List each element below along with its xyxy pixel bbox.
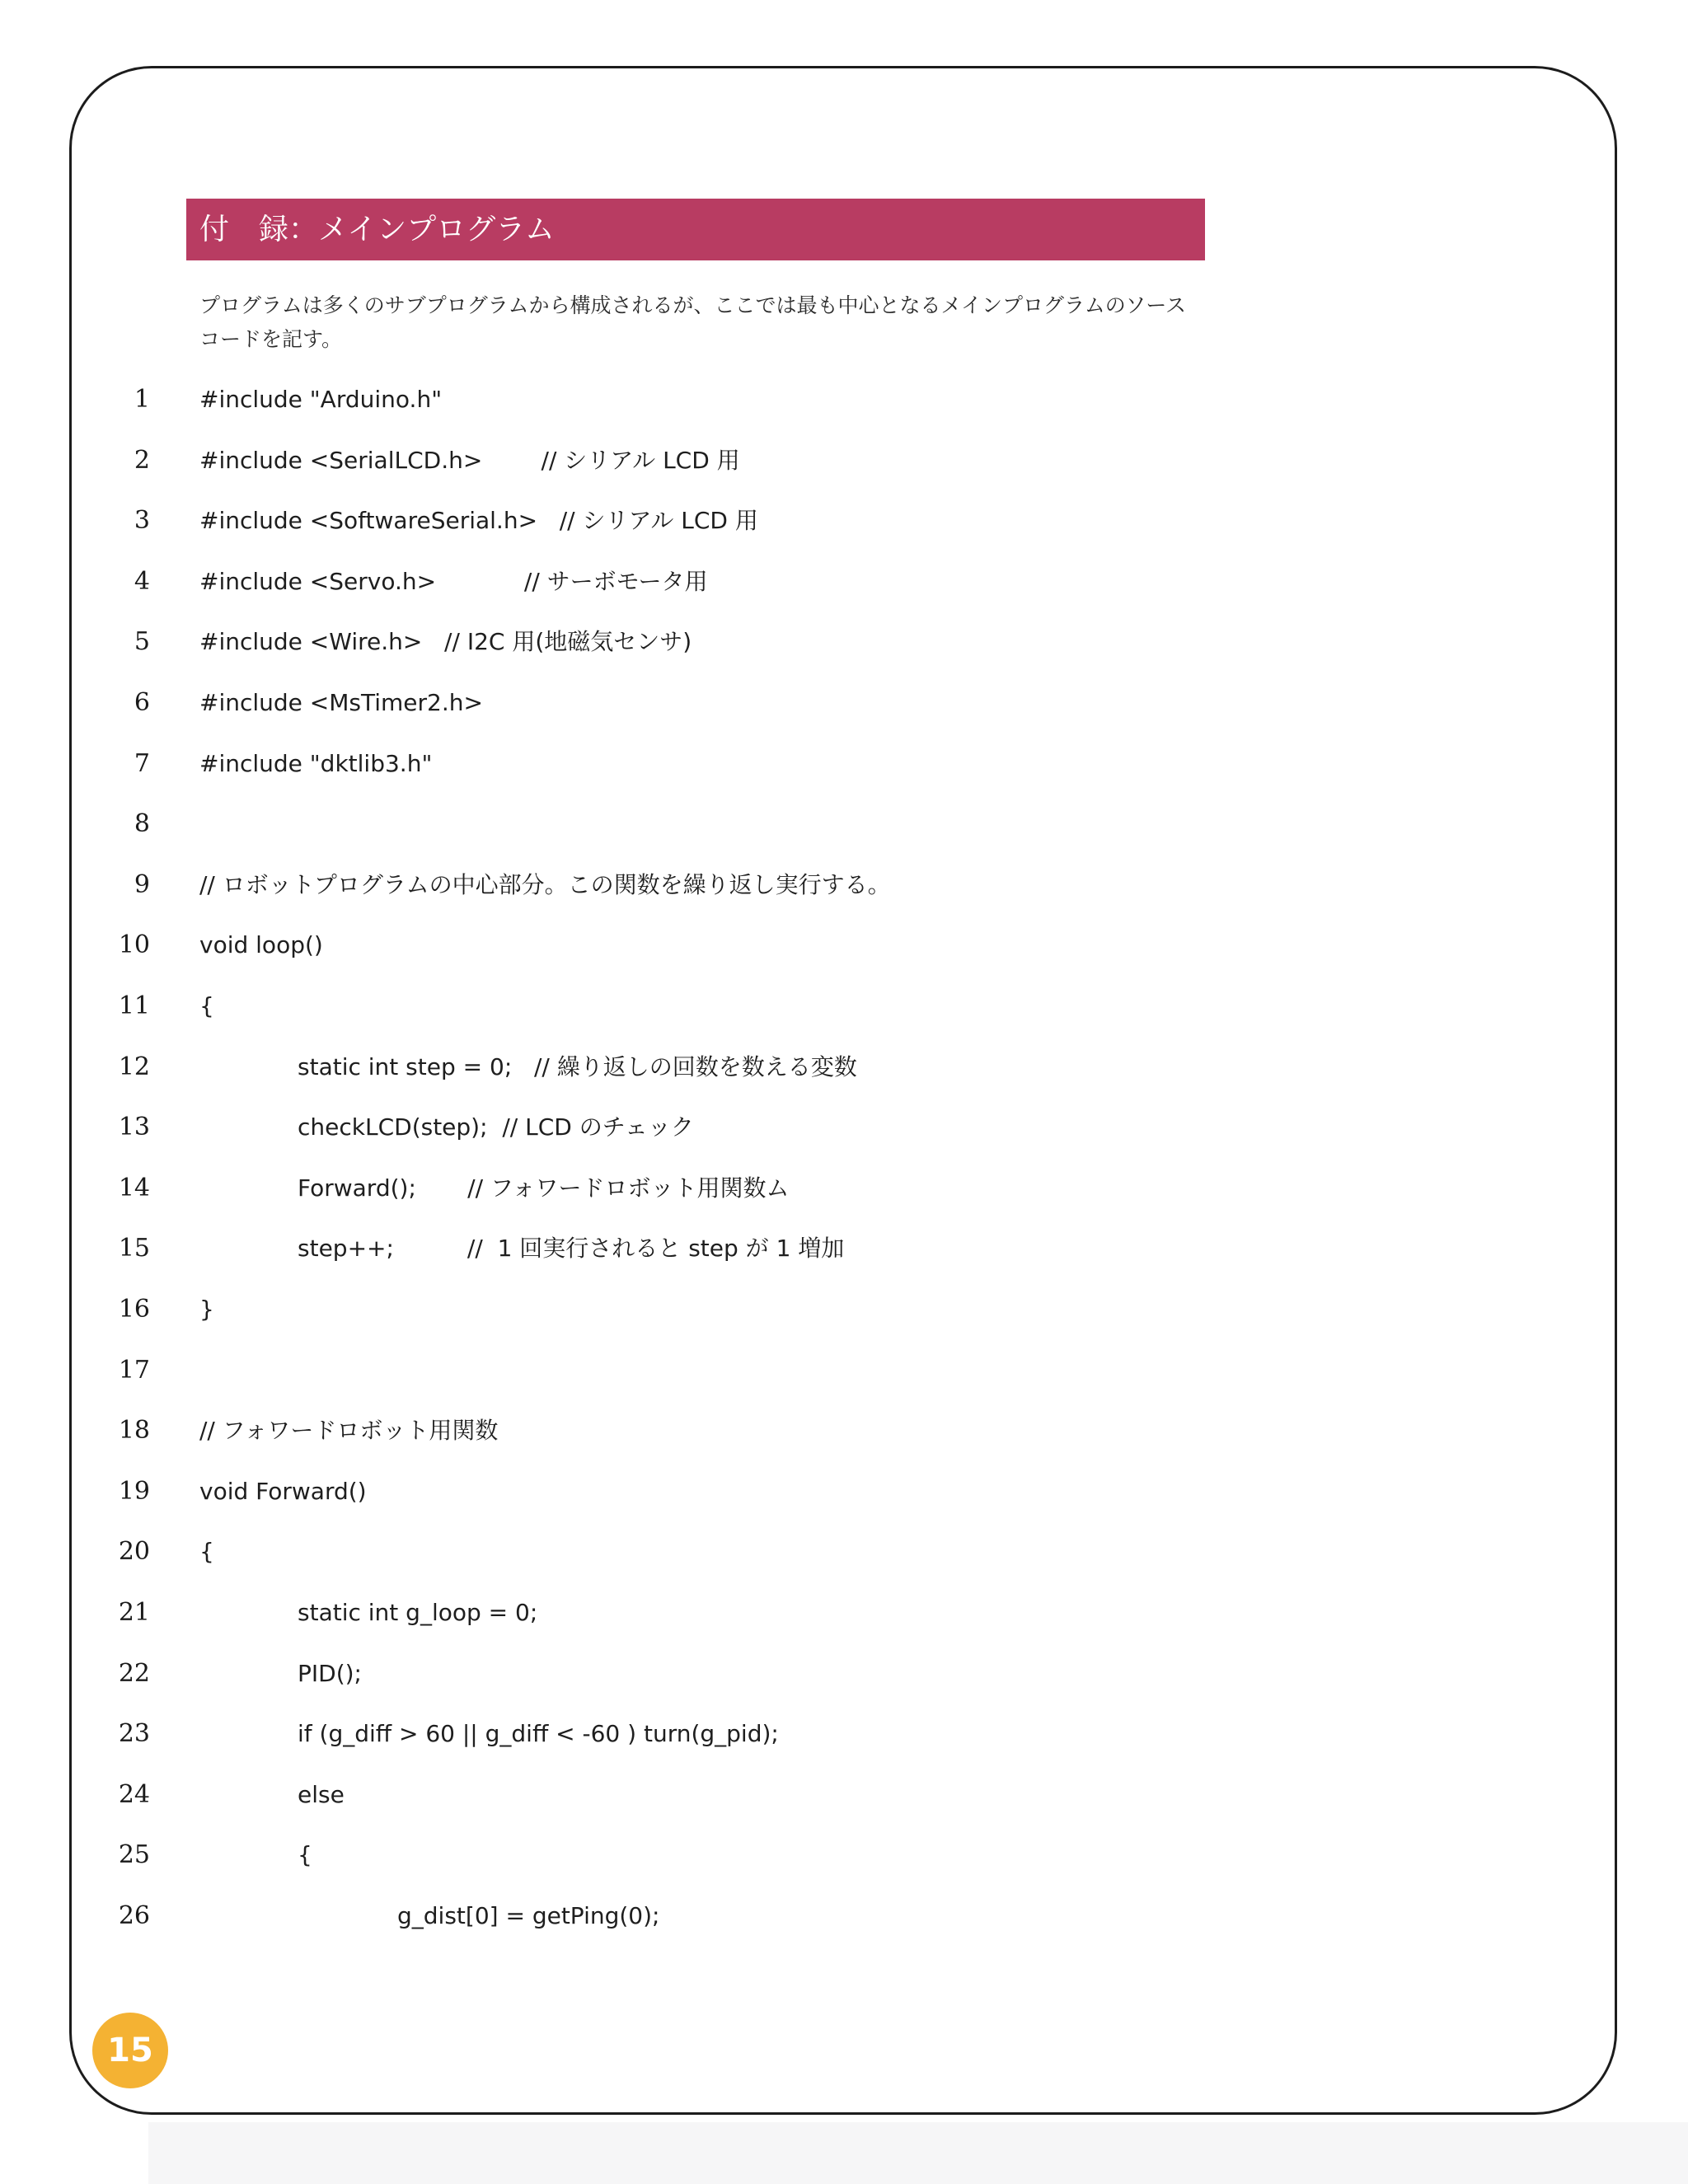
- code-line: [0, 678, 1319, 728]
- line-code: void Forward(): [199, 1478, 367, 1505]
- code-line: [0, 436, 1319, 485]
- page-shadow: [148, 2122, 1688, 2184]
- line-number: 10: [118, 930, 150, 959]
- line-code: void loop(): [199, 931, 323, 958]
- line-number: 5: [134, 627, 150, 656]
- code-line: [0, 1709, 1319, 1759]
- line-code: {: [199, 992, 214, 1019]
- line-number: 11: [118, 991, 150, 1020]
- code-line: [0, 739, 1319, 789]
- code-line: [0, 860, 1319, 910]
- line-number: 13: [118, 1113, 150, 1141]
- line-number: 4: [134, 567, 150, 596]
- line-number: 14: [118, 1174, 150, 1202]
- line-number: 24: [118, 1780, 150, 1809]
- line-number: 7: [134, 749, 150, 778]
- code-line: [0, 982, 1319, 1031]
- line-number: 22: [118, 1659, 150, 1688]
- line-number: 2: [134, 446, 150, 475]
- code-line: [0, 1467, 1319, 1516]
- line-number: 21: [118, 1598, 150, 1627]
- line-number: 16: [118, 1295, 150, 1324]
- line-code: #include <SoftwareSerial.h> // シリアル LCD 用: [199, 507, 758, 534]
- line-code: {: [298, 1841, 312, 1868]
- line-code: #include <SerialLCD.h> // シリアル LCD 用: [199, 447, 740, 474]
- line-number: 26: [118, 1901, 150, 1930]
- line-code: static int g_loop = 0;: [298, 1599, 538, 1626]
- line-number: 15: [118, 1234, 150, 1263]
- code-line: [0, 1103, 1319, 1152]
- code-line: [0, 1649, 1319, 1699]
- code-line: [0, 1043, 1319, 1092]
- code-line: [0, 496, 1319, 546]
- code-line: [0, 799, 1319, 849]
- intro-paragraph: プログラムは多くのサブプログラムから構成されるが、ここでは最も中心となるメインプログラムのソースコードを記す。: [199, 293, 1187, 351]
- line-number: 17: [118, 1356, 150, 1385]
- line-number: 19: [118, 1477, 150, 1506]
- line-code: #include <Wire.h> // I2C 用(地磁気センサ): [199, 628, 692, 655]
- section-heading: 付 録：メインプログラム: [186, 199, 1205, 260]
- code-line: [0, 375, 1319, 424]
- line-code: checkLCD(step); // LCD のチェック: [298, 1113, 694, 1141]
- line-number: 8: [134, 809, 150, 838]
- line-number: 6: [134, 688, 150, 717]
- line-code: PID();: [298, 1660, 362, 1687]
- code-line: [0, 1891, 1319, 1941]
- line-code: #include <MsTimer2.h>: [199, 689, 483, 716]
- code-line: [0, 557, 1319, 607]
- line-number: 18: [118, 1416, 150, 1445]
- line-code: static int step = 0; // 繰り返しの回数を数える変数: [298, 1053, 857, 1080]
- code-line: [0, 1285, 1319, 1334]
- code-line: [0, 1224, 1319, 1273]
- code-line: [0, 1527, 1319, 1577]
- line-code: #include "Arduino.h": [199, 386, 443, 413]
- code-line: [0, 1770, 1319, 1820]
- line-number: 20: [118, 1537, 150, 1566]
- line-code: // フォワードロボット用関数: [199, 1417, 499, 1444]
- code-line: [0, 1346, 1319, 1395]
- line-code: else: [298, 1781, 345, 1808]
- line-code: }: [199, 1296, 214, 1323]
- page-number-badge: 15: [92, 2013, 168, 2088]
- line-code: #include <Servo.h> // サーボモータ用: [199, 568, 708, 595]
- line-number: 23: [118, 1719, 150, 1748]
- code-line: [0, 1164, 1319, 1213]
- line-code: step++; // 1 回実行されると step が 1 増加: [298, 1235, 845, 1262]
- code-line: [0, 1588, 1319, 1638]
- code-line: [0, 921, 1319, 970]
- line-number: 9: [134, 870, 150, 899]
- code-line: [0, 617, 1319, 667]
- line-number: 3: [134, 506, 150, 535]
- line-code: g_dist[0] = getPing(0);: [397, 1902, 660, 1929]
- line-code: // ロボットプログラムの中心部分。この関数を繰り返し実行する。: [199, 871, 891, 898]
- line-number: 1: [134, 385, 150, 414]
- code-line: [0, 1406, 1319, 1455]
- line-code: Forward(); // フォワードロボット用関数ム: [298, 1174, 790, 1202]
- code-line: [0, 1830, 1319, 1880]
- line-code: #include "dktlib3.h": [199, 750, 433, 777]
- line-number: 12: [118, 1052, 150, 1081]
- line-code: if (g_diff > 60 || g_diff < -60 ) turn(g_pid);: [298, 1720, 779, 1747]
- line-number: 25: [118, 1840, 150, 1869]
- line-code: {: [199, 1538, 214, 1565]
